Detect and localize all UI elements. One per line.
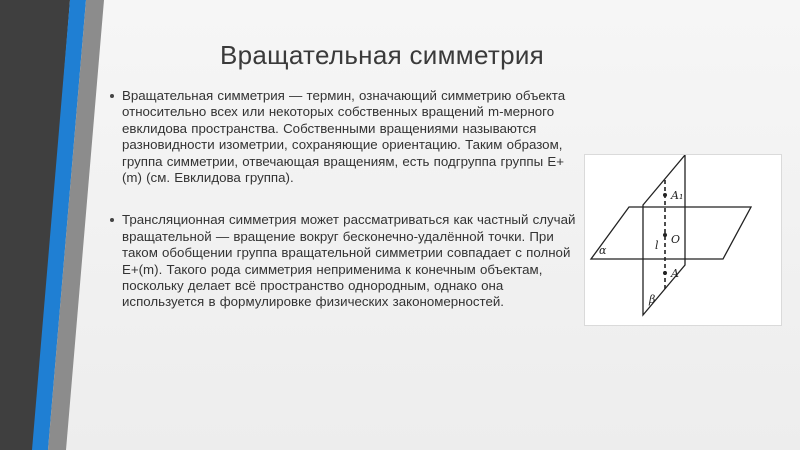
point-a <box>663 271 667 275</box>
point-a1 <box>663 193 667 197</box>
planes-diagram <box>585 155 781 325</box>
label-beta: β <box>649 293 656 306</box>
bullet-list <box>110 88 580 311</box>
bullet-text: Трансляционная симметрия может рассматриваться как частный случай вращательной — вращение вокруг бесконечно-удалённой точки. При таком обобщении группа вращательной симметрии совпадает с полной E+(m). Такого рода симметрия неприменима к конечным объектам, поскольку делает всё пространство однородным, однако она используется в формулировке физических закономерностей. <box>122 212 576 310</box>
bullet-marker <box>110 94 114 98</box>
decorative-stripes <box>0 0 120 450</box>
bullet-item <box>110 88 580 186</box>
label-alpha: α <box>599 244 607 257</box>
slide-title: Вращательная симметрия <box>220 40 545 70</box>
bullet-marker <box>110 218 114 222</box>
label-a1: A₁ <box>671 189 684 202</box>
point-o <box>663 233 667 237</box>
geometry-figure <box>584 154 782 326</box>
label-o: O <box>671 233 681 246</box>
label-a: A <box>671 267 679 280</box>
bullet-text: Вращательная симметрия — термин, означающий симметрию объекта относительно всех или некоторых собственных вращений m-мерного евклидова пространства. Собственными вращениями называются разновидности изометрии, сохраняющие ориентацию. Таким образом, группа симметрии, отвечающая вращениям, есть подгруппа группы E+(m) (см. Евклидова группа). <box>122 88 566 186</box>
bullet-item <box>110 212 580 310</box>
label-l: l <box>655 239 659 252</box>
